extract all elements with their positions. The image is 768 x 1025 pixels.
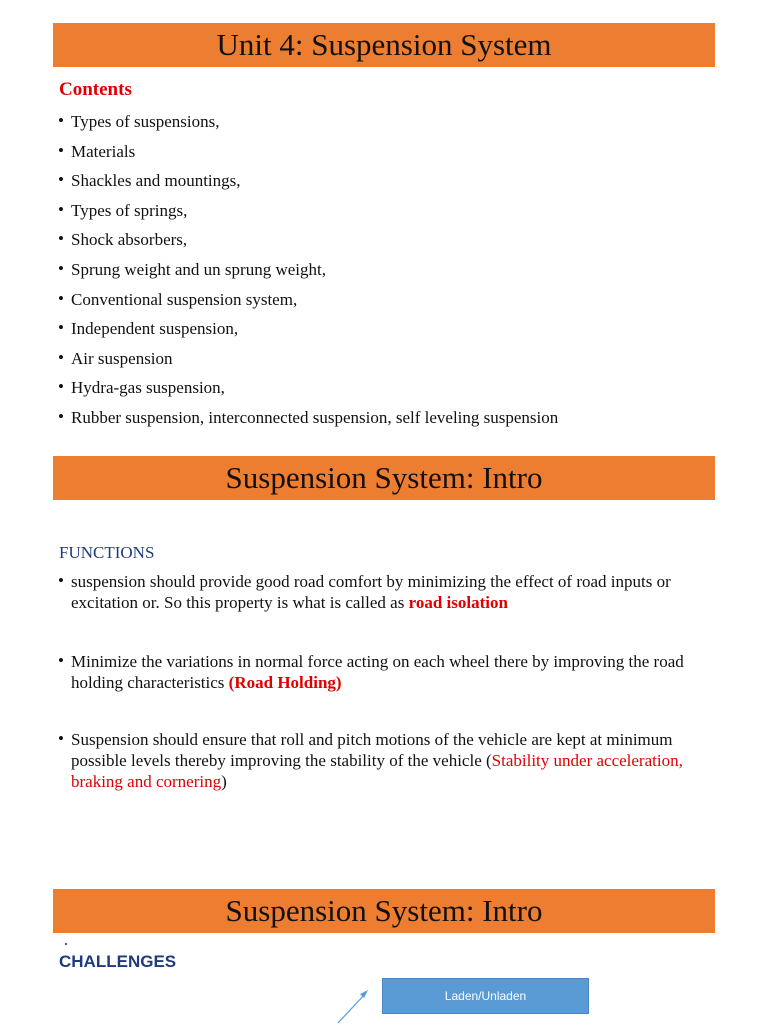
slide1-title: Unit 4: Suspension System <box>216 27 552 62</box>
bullet-icon: • <box>58 170 64 190</box>
bullet-icon: • <box>58 111 64 130</box>
bullet-icon: • <box>58 729 64 748</box>
list-item: • Shock absorbers, <box>58 229 188 250</box>
slide3-title: Suspension System: Intro <box>225 893 543 928</box>
slide1-title-banner <box>53 23 715 67</box>
list-item: • Independent suspension, <box>58 318 239 339</box>
function-highlight: Stability under acceleration, braking and cornering <box>71 751 683 791</box>
bullet-icon: • <box>58 406 64 426</box>
arrow-icon <box>330 985 380 1025</box>
list-item: • Sprung weight and un sprung weight, <box>58 258 326 279</box>
list-item: • Rubber suspension, interconnected suspension, self leveling suspension <box>58 406 559 427</box>
list-item: • Conventional suspension system, <box>58 288 298 309</box>
challenges-heading: CHALLENGES <box>59 952 177 971</box>
list-item: • Materials <box>58 140 136 161</box>
contents-list <box>58 112 558 438</box>
function-item-road-isolation <box>58 571 728 651</box>
function-text: Minimize the variations in normal force acting on each wheel there by improving the road holding characteristics <box>71 652 684 692</box>
box-label: Laden/Unladen <box>444 989 527 1003</box>
function-text: Suspension should ensure that roll and pitch motions of the vehicle are kept at minimum possible levels thereby improving the stability of the vehicle ( <box>71 730 673 770</box>
functions-list <box>58 571 728 792</box>
bullet-icon: • <box>58 288 64 308</box>
bullet-icon: • <box>58 571 64 590</box>
slide2-title-banner <box>53 456 715 500</box>
function-item-stability: • Suspension should ensure that roll and pitch motions of the vehicle are kept at minimum possible levels thereby improving the stability of the vehicle (Stability under acceleration, braking and cornering) <box>58 729 683 791</box>
laden-unladen-box <box>382 978 589 1014</box>
function-highlight: (Road Holding) <box>228 673 342 692</box>
slide3-title-banner <box>53 889 715 933</box>
function-highlight: road isolation <box>408 593 508 612</box>
small-dot <box>65 943 67 945</box>
bullet-icon: • <box>58 258 64 278</box>
slide2-title: Suspension System: Intro <box>225 460 543 495</box>
bullet-icon: • <box>58 377 64 397</box>
functions-heading: FUNCTIONS <box>59 543 155 562</box>
function-item-road-holding <box>58 651 728 729</box>
bullet-icon: • <box>58 347 64 367</box>
list-item: • Shackles and mountings, <box>58 170 241 191</box>
bullet-icon: • <box>58 318 64 338</box>
list-item: • Air suspension <box>58 347 173 368</box>
bullet-icon: • <box>58 140 64 160</box>
contents-heading: Contents <box>59 79 132 100</box>
bullet-icon: • <box>58 651 64 670</box>
list-item: • Types of suspensions, <box>58 111 220 131</box>
list-item: • Hydra-gas suspension, <box>58 377 225 398</box>
bullet-icon: • <box>58 199 64 219</box>
list-item: • Types of springs, <box>58 199 188 220</box>
bullet-icon: • <box>58 229 64 249</box>
function-text: suspension should provide good road comfort by minimizing the effect of road inputs or excitation or. So this property is what is called as <box>71 572 671 612</box>
